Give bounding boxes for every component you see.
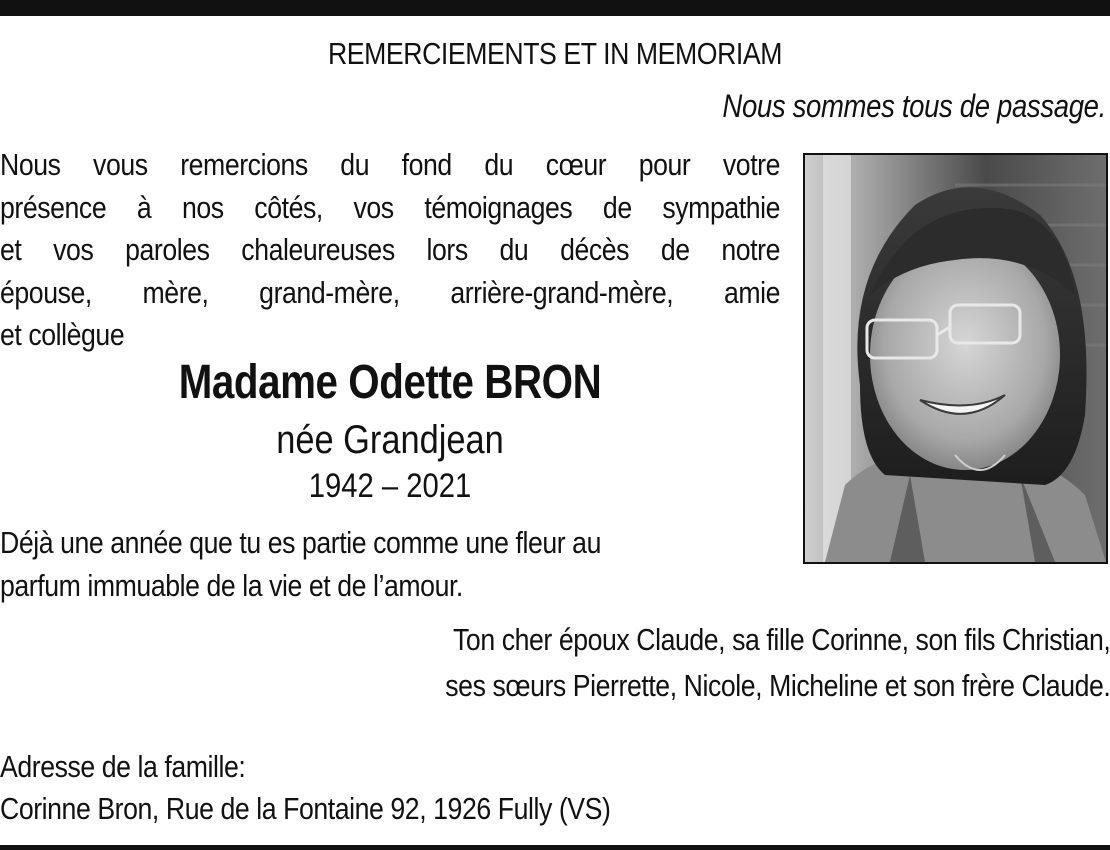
thanks-paragraph	[0, 144, 780, 357]
thanks-line: présence à nos côtés, vos témoignages de sympathie	[0, 189, 781, 225]
top-rule	[0, 0, 1110, 16]
deceased-block	[0, 352, 780, 506]
thanks-line: épouse, mère, grand-mère, arrière-grand-mère, amie	[0, 274, 781, 310]
deceased-name: Madame Odette BRON	[178, 356, 602, 409]
remembrance-line: parfum immuable de la vie et de l’amour.	[0, 567, 463, 603]
page-title: REMERCIEMENTS ET IN MEMORIAM	[327, 36, 783, 71]
family-address	[0, 746, 710, 830]
portrait-photo	[803, 153, 1108, 564]
family-signature	[337, 617, 1110, 709]
motto: Nous sommes tous de passage.	[722, 88, 1106, 124]
remembrance-line: Déjà une année que tu es partie comme une fleur au	[0, 525, 601, 560]
thanks-line: et vos paroles chaleureuses lors du décès de notre	[0, 232, 781, 267]
bottom-rule	[0, 845, 1110, 850]
thanks-line: et collègue	[0, 317, 125, 352]
thanks-line: Nous vous remercions du fond du cœur pour votre	[0, 147, 781, 182]
maiden-name: née Grandjean	[276, 418, 504, 462]
life-years: 1942 – 2021	[308, 467, 472, 505]
family-line: ses sœurs Pierrette, Nicole, Micheline et son frère Claude.	[444, 668, 1110, 703]
family-line: Ton cher époux Claude, sa fille Corinne, son fils Christian,	[452, 622, 1110, 657]
address-label: Adresse de la famille:	[0, 749, 246, 784]
address-value: Corinne Bron, Rue de la Fontaine 92, 1926 Fully (VS)	[0, 791, 611, 826]
remembrance-text	[0, 522, 780, 607]
